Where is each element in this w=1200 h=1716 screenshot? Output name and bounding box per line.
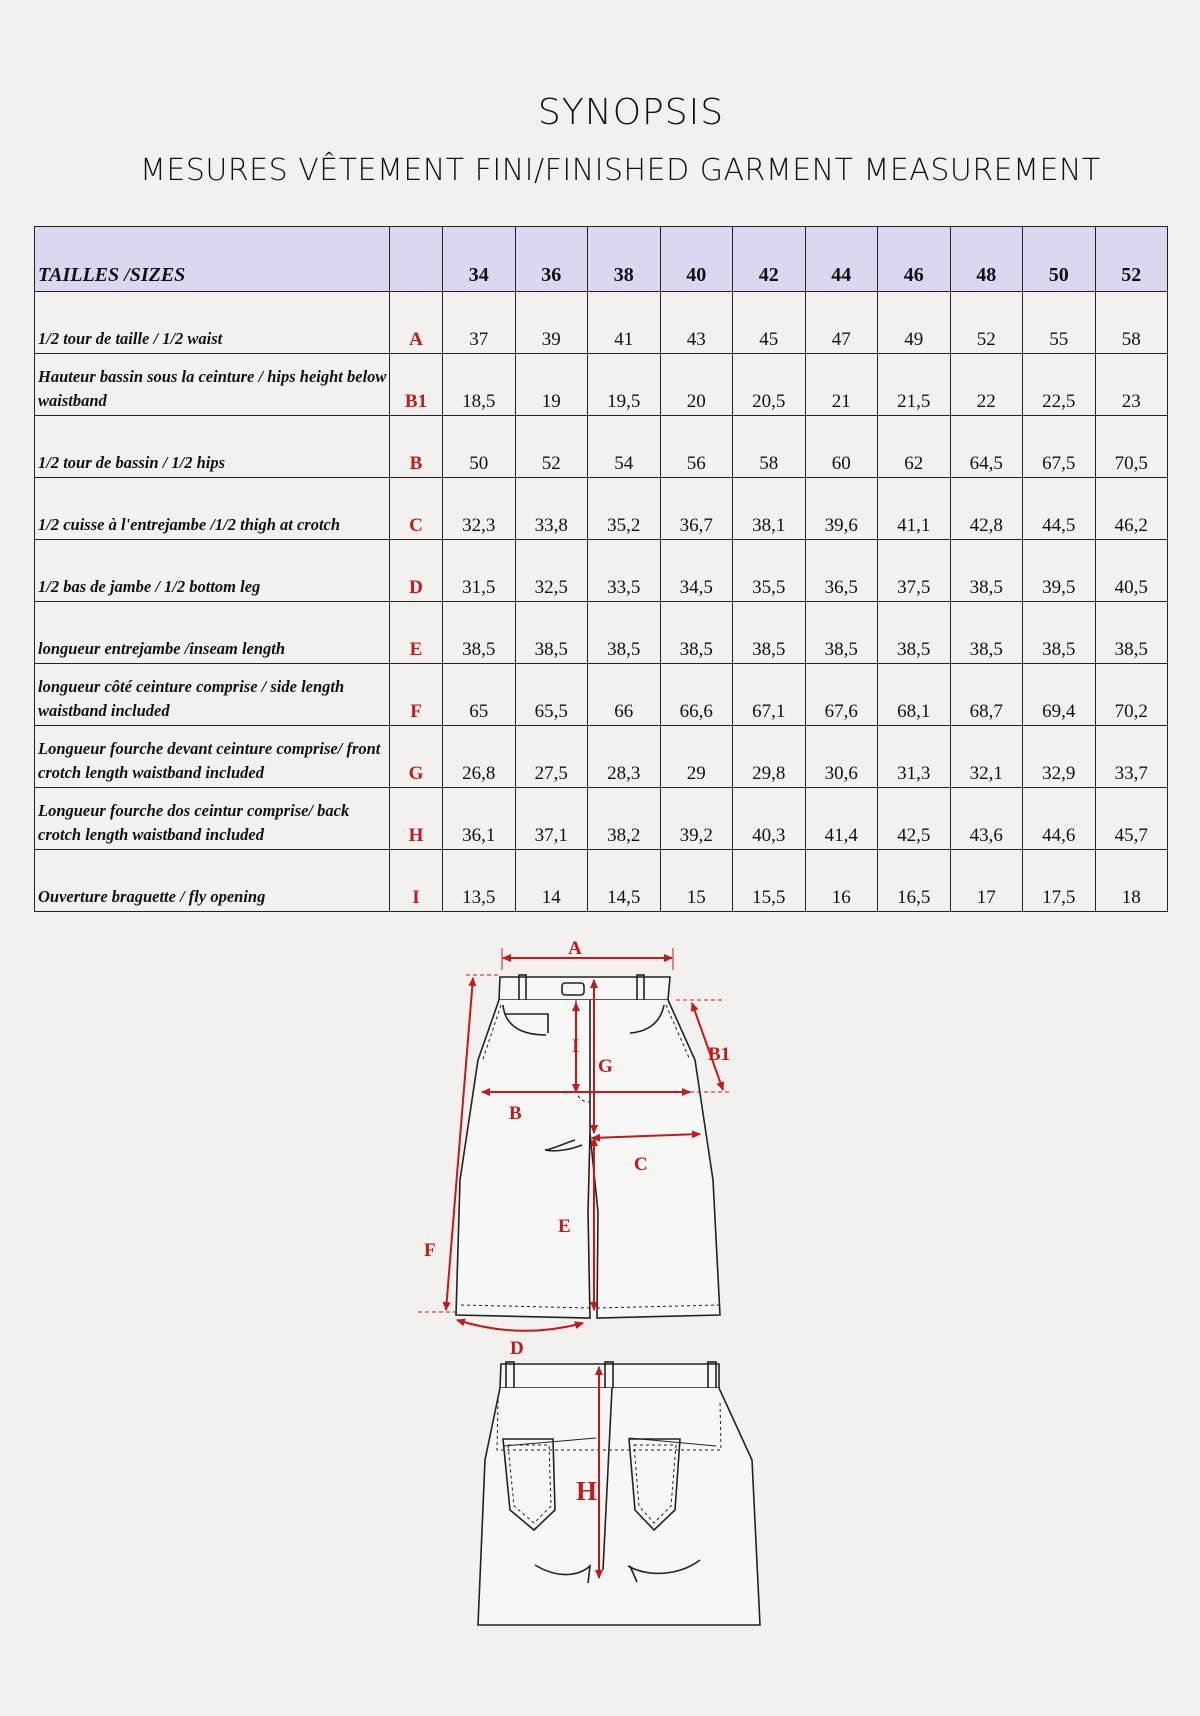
measurement-value: 43,6 <box>950 788 1023 850</box>
measurement-value: 41,1 <box>878 478 951 540</box>
measurement-label: 1/2 bas de jambe / 1/2 bottom leg <box>35 540 390 602</box>
measurement-value: 22 <box>950 354 1023 416</box>
measurement-value: 32,9 <box>1023 726 1096 788</box>
measurement-value: 37,1 <box>515 788 588 850</box>
measurement-value: 32,1 <box>950 726 1023 788</box>
measurement-value: 68,7 <box>950 664 1023 726</box>
measurement-value: 37 <box>443 292 516 354</box>
size-header-cell: 48 <box>950 227 1023 292</box>
measurement-value: 38,5 <box>950 540 1023 602</box>
measurement-value: 33,5 <box>588 540 661 602</box>
measurement-value: 40,3 <box>733 788 806 850</box>
diagram-label-a: A <box>568 938 582 959</box>
measurement-value: 18 <box>1095 850 1168 912</box>
measurement-value: 68,1 <box>878 664 951 726</box>
measurement-code: H <box>390 788 443 850</box>
page-title: SYNOPSIS <box>537 92 725 133</box>
measurement-value: 21,5 <box>878 354 951 416</box>
measurement-value: 18,5 <box>443 354 516 416</box>
diagram-label-i: I <box>572 1036 580 1057</box>
measurement-value: 65,5 <box>515 664 588 726</box>
size-header-cell: 46 <box>878 227 951 292</box>
measurement-value: 36,1 <box>443 788 516 850</box>
measurement-value: 36,5 <box>805 540 878 602</box>
measurement-label: 1/2 cuisse à l'entrejambe /1/2 thigh at crotch <box>35 478 390 540</box>
measurement-code: E <box>390 602 443 664</box>
measurement-value: 20 <box>660 354 733 416</box>
measurement-label: Ouverture braguette / fly opening <box>35 850 390 912</box>
diagram-label-c: C <box>634 1154 648 1175</box>
measurement-value: 21 <box>805 354 878 416</box>
measurement-value: 38,5 <box>1095 602 1168 664</box>
measurement-value: 46,2 <box>1095 478 1168 540</box>
measurement-value: 60 <box>805 416 878 478</box>
measurement-value: 19 <box>515 354 588 416</box>
measurement-value: 44,6 <box>1023 788 1096 850</box>
measurement-value: 17 <box>950 850 1023 912</box>
measurement-value: 32,5 <box>515 540 588 602</box>
measurement-value: 30,6 <box>805 726 878 788</box>
measurement-code: A <box>390 292 443 354</box>
measurement-value: 42,8 <box>950 478 1023 540</box>
measurement-value: 38,5 <box>950 602 1023 664</box>
measurement-value: 39,2 <box>660 788 733 850</box>
measurement-value: 33,8 <box>515 478 588 540</box>
diagram-label-e: E <box>558 1216 571 1237</box>
measurement-label: Hauteur bassin sous la ceinture / hips height below waistband <box>35 354 390 416</box>
measurement-value: 70,5 <box>1095 416 1168 478</box>
measurement-value: 47 <box>805 292 878 354</box>
measurement-value: 39 <box>515 292 588 354</box>
measurement-value: 28,3 <box>588 726 661 788</box>
measurement-label: longueur côté ceinture comprise / side length waistband included <box>35 664 390 726</box>
measurement-value: 22,5 <box>1023 354 1096 416</box>
measurement-value: 45,7 <box>1095 788 1168 850</box>
measurement-value: 26,8 <box>443 726 516 788</box>
measurement-code: G <box>390 726 443 788</box>
measurement-value: 17,5 <box>1023 850 1096 912</box>
measurement-value: 35,2 <box>588 478 661 540</box>
measurement-value: 38,5 <box>805 602 878 664</box>
measurement-value: 35,5 <box>733 540 806 602</box>
measurement-value: 14 <box>515 850 588 912</box>
measurement-value: 16,5 <box>878 850 951 912</box>
measurement-value: 56 <box>660 416 733 478</box>
measurement-value: 33,7 <box>1095 726 1168 788</box>
measurement-value: 65 <box>443 664 516 726</box>
measurement-value: 38,5 <box>660 602 733 664</box>
measurement-value: 13,5 <box>443 850 516 912</box>
measurement-value: 69,4 <box>1023 664 1096 726</box>
measurement-value: 38,5 <box>1023 602 1096 664</box>
measurement-value: 43 <box>660 292 733 354</box>
size-header-cell: 50 <box>1023 227 1096 292</box>
measurement-value: 38,5 <box>733 602 806 664</box>
size-header-cell: 38 <box>588 227 661 292</box>
page-subtitle: MESURES VÊTEMENT FINI/FINISHED GARMENT MEASUREMENT <box>140 153 1101 188</box>
diagram-label-f: F <box>424 1240 436 1261</box>
measurement-code: C <box>390 478 443 540</box>
size-header-cell: 44 <box>805 227 878 292</box>
diagram-label-d: D <box>510 1338 524 1359</box>
measurement-code: I <box>390 850 443 912</box>
measurement-value: 49 <box>878 292 951 354</box>
measurement-value: 52 <box>950 292 1023 354</box>
measurement-value: 54 <box>588 416 661 478</box>
measurement-value: 29,8 <box>733 726 806 788</box>
measurement-code: F <box>390 664 443 726</box>
measurement-value: 39,5 <box>1023 540 1096 602</box>
sizes-header-label: TAILLES /SIZES <box>35 227 390 292</box>
measurement-code: B <box>390 416 443 478</box>
measurement-value: 34,5 <box>660 540 733 602</box>
measurement-value: 66,6 <box>660 664 733 726</box>
measurement-value: 20,5 <box>733 354 806 416</box>
measurement-value: 14,5 <box>588 850 661 912</box>
measurement-value: 38,5 <box>588 602 661 664</box>
diagram-label-g: G <box>598 1056 613 1077</box>
measurement-value: 38,5 <box>515 602 588 664</box>
measurement-value: 58 <box>1095 292 1168 354</box>
measurement-value: 40,5 <box>1095 540 1168 602</box>
measurement-label: longueur entrejambe /inseam length <box>35 602 390 664</box>
measurement-value: 39,6 <box>805 478 878 540</box>
measurement-value: 38,5 <box>878 602 951 664</box>
size-header-cell: 40 <box>660 227 733 292</box>
measurement-value: 16 <box>805 850 878 912</box>
measurement-value: 41 <box>588 292 661 354</box>
measurement-value: 32,3 <box>443 478 516 540</box>
measurement-value: 58 <box>733 416 806 478</box>
size-header-cell: 52 <box>1095 227 1168 292</box>
measurement-value: 41,4 <box>805 788 878 850</box>
measurement-value: 19,5 <box>588 354 661 416</box>
measurement-value: 55 <box>1023 292 1096 354</box>
measurement-value: 36,7 <box>660 478 733 540</box>
measurement-label: Longueur fourche devant ceinture comprise/ front crotch length waistband included <box>35 726 390 788</box>
measurement-label: 1/2 tour de bassin / 1/2 hips <box>35 416 390 478</box>
measurement-value: 67,1 <box>733 664 806 726</box>
measurement-value: 67,6 <box>805 664 878 726</box>
measurement-label: Longueur fourche dos ceintur comprise/ back crotch length waistband included <box>35 788 390 850</box>
measurement-value: 37,5 <box>878 540 951 602</box>
measurement-value: 64,5 <box>950 416 1023 478</box>
measurement-value: 62 <box>878 416 951 478</box>
front-shorts-drawing <box>456 975 720 1318</box>
measurement-code: B1 <box>390 354 443 416</box>
size-header-cell: 42 <box>733 227 806 292</box>
measurement-value: 42,5 <box>878 788 951 850</box>
measurement-value: 38,2 <box>588 788 661 850</box>
measurement-value: 67,5 <box>1023 416 1096 478</box>
size-header-cell: 36 <box>515 227 588 292</box>
measurement-value: 70,2 <box>1095 664 1168 726</box>
diagram-label-b: B <box>509 1103 522 1124</box>
measurement-value: 15,5 <box>733 850 806 912</box>
measurement-value: 31,3 <box>878 726 951 788</box>
size-header-cell: 34 <box>443 227 516 292</box>
measurement-value: 44,5 <box>1023 478 1096 540</box>
diagram-label-h: H <box>576 1476 598 1506</box>
measurement-code: D <box>390 540 443 602</box>
measurement-value: 38,1 <box>733 478 806 540</box>
measurement-value: 29 <box>660 726 733 788</box>
measurement-label: 1/2 tour de taille / 1/2 waist <box>35 292 390 354</box>
measurement-value: 52 <box>515 416 588 478</box>
measurement-value: 27,5 <box>515 726 588 788</box>
measurement-value: 15 <box>660 850 733 912</box>
back-shorts-drawing <box>478 1362 760 1625</box>
measurement-value: 23 <box>1095 354 1168 416</box>
measurement-value: 50 <box>443 416 516 478</box>
measurement-value: 66 <box>588 664 661 726</box>
diagram-label-b1: B1 <box>708 1044 731 1065</box>
measurement-value: 45 <box>733 292 806 354</box>
measurement-value: 31,5 <box>443 540 516 602</box>
measurement-value: 38,5 <box>443 602 516 664</box>
